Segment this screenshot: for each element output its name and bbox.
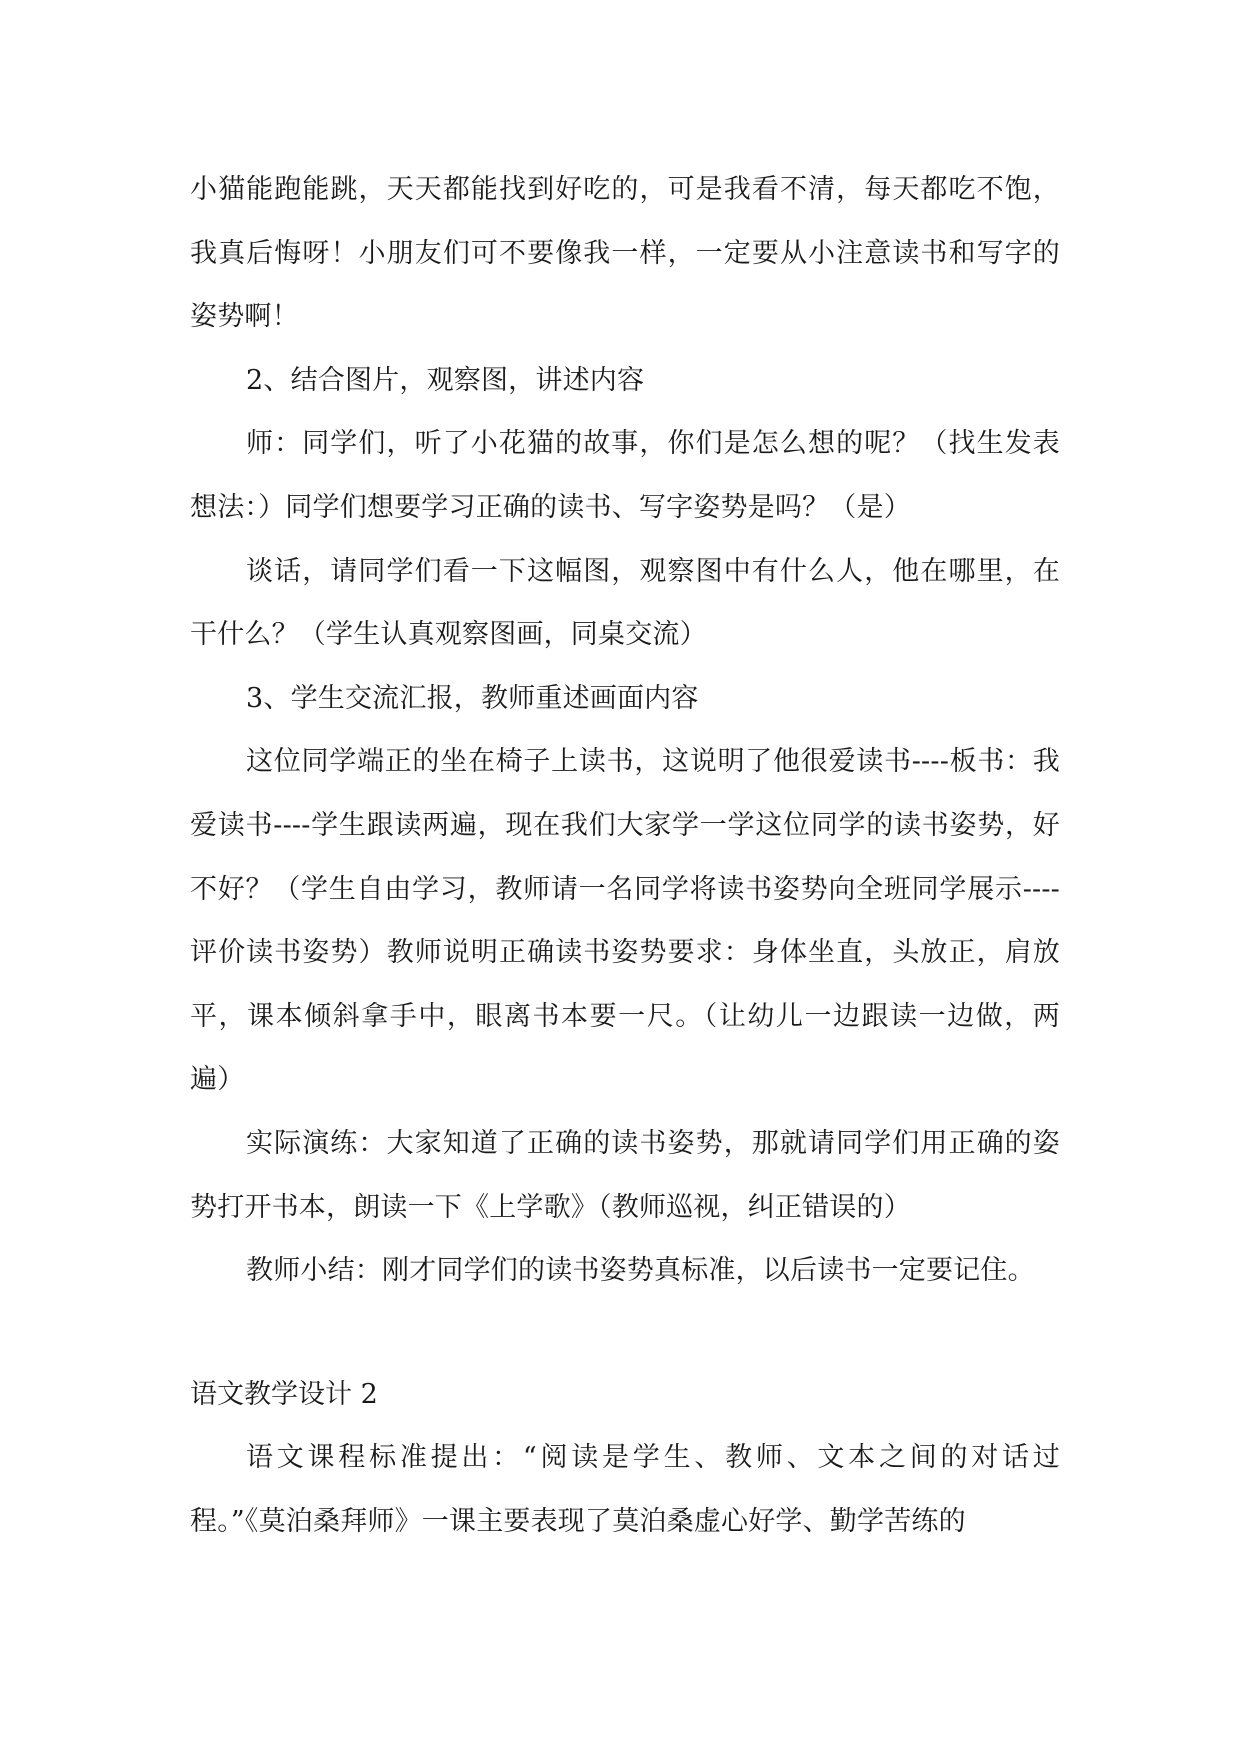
paragraph-cat-story-end: 小猫能跑能跳，天天都能找到好吃的，可是我看不清，每天都吃不饱，我真后悔呀！小朋友们可不要像我一样，一定要从小注意读书和写字的姿势啊！ [190,174,1060,333]
paragraph-teacher-summary: 教师小结：刚才同学们的读书姿势真标准，以后读书一定要记住。 [246,1255,1035,1287]
paragraph-reading-posture: 这位同学端正的坐在椅子上读书，这说明了他很爱读书----板书：我爱读书----学生跟读两遍，现在我们大家学一学这位同学的读书姿势，好不好？（学生自由学习，教师请一名同学将读书姿势向全班同学展示----评价读书姿势）教师说明正确读书姿势要求：身体坐直，头放正，肩放平，课本倾斜拿手中，眼离书本要一尺。（让幼儿一边跟读一边做，两遍） [190,746,1060,1096]
paragraph-step-2: 2、结合图片，观察图，讲述内容 [246,364,645,396]
paragraph-observe-picture: 谈话，请同学们看一下这幅图，观察图中有什么人，他在哪里，在干什么？（学生认真观察图画，同桌交流） [190,555,1060,651]
paragraph-curriculum-standard: 语文课程标准提出：“阅读是学生、教师、文本之间的对话过程。”《莫泊桑拜师》一课主要表现了莫泊桑虚心好学、勤学苦练的 [190,1442,1060,1537]
paragraph-step-3: 3、学生交流汇报，教师重述画面内容 [246,682,699,714]
section-gap [190,1303,1060,1363]
document-body [190,158,1060,1553]
section-heading: 语文教学设计 2 [190,1378,378,1410]
paragraph-practice: 实际演练：大家知道了正确的读书姿势，那就请同学们用正确的姿势打开书本，朗读一下《上学歌》（教师巡视，纠正错误的） [190,1127,1060,1223]
paragraph-teacher-question: 师：同学们，听了小花猫的故事，你们是怎么想的呢？（找生发表想法：）同学们想要学习正确的读书、写字姿势是吗？（是） [190,428,1060,523]
